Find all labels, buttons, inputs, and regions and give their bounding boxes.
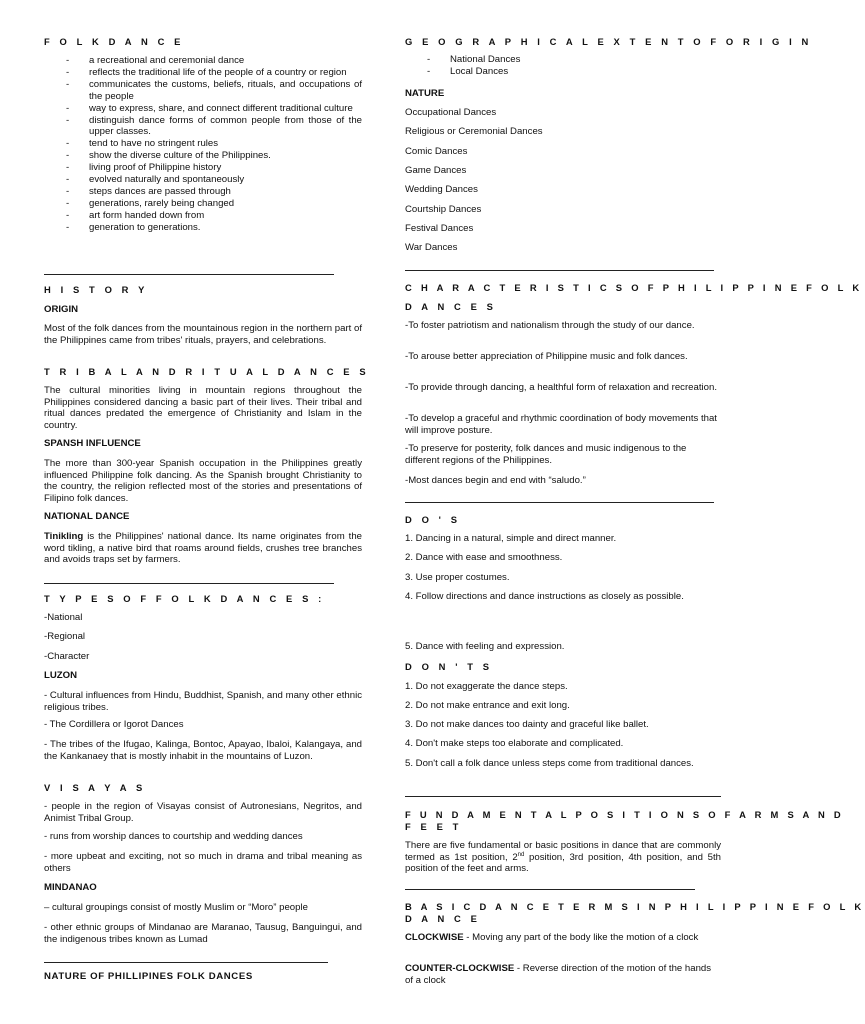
nature-item: Religious or Ceremonial Dances — [405, 126, 543, 137]
nature-item: Comic Dances — [405, 146, 468, 157]
visayas-text-3: - more upbeat and exciting, not so much in drama and tribal meaning as others — [44, 851, 362, 874]
mindanao-text-2: - other ethnic groups of Mindanao are Maranao, Tausug, Banguingui, and the indigenous tribes known as Lumad — [44, 922, 362, 945]
luzon-text-3: - The tribes of the Ifugao, Kalinga, Bontoc, Apayao, Ibaloi, Kalangaya, and the Kankanaey that is mostly inhabit in the mountains of Luzon. — [44, 739, 362, 762]
dos-item: 4. Follow directions and dance instructions as closely as possible. — [405, 591, 684, 602]
fundamental-heading: F U N D A M E N T A L P O S I T I O N S O F A R M S A N D — [405, 809, 844, 820]
characteristic-item: -To arouse better appreciation of Philippine music and folk dances. — [405, 351, 688, 362]
divider — [405, 889, 695, 890]
nature-heading: NATURE — [405, 88, 445, 99]
divider — [405, 502, 714, 503]
tribal-heading: T R I B A L A N D R I T U A L D A N C E S — [44, 366, 370, 377]
origin-heading: ORIGIN — [44, 304, 79, 315]
dos-item: 2. Dance with ease and smoothness. — [405, 552, 563, 563]
terms-heading-cont: D A N C E — [405, 913, 481, 924]
mindanao-heading: MINDANAO — [44, 882, 97, 893]
types-regional: -Regional — [44, 631, 86, 642]
list-item: - steps dances are passed through — [44, 186, 362, 198]
list-item: - distinguish dance forms of common people from those of the upper classes. — [44, 115, 362, 139]
list-item: - generation to generations. — [44, 222, 362, 234]
history-heading: H I S T O R Y — [44, 284, 148, 295]
spanish-heading: SPANSH INFLUENCE — [44, 438, 141, 449]
nature-item: Occupational Dances — [405, 107, 497, 118]
types-heading: T Y P E S O F F O L K D A N C E S : — [44, 593, 325, 604]
donts-item: 1. Do not exaggerate the dance steps. — [405, 681, 568, 692]
list-item: - tend to have no stringent rules — [44, 138, 362, 150]
characteristics-heading-cont: D A N C E S — [405, 301, 497, 312]
national-heading: NATIONAL DANCE — [44, 511, 130, 522]
list-item: - generations, rarely being changed — [44, 198, 362, 210]
dos-heading: D O ' S — [405, 514, 461, 525]
luzon-heading: LUZON — [44, 670, 78, 681]
nature-item: Courtship Dances — [405, 204, 482, 215]
list-item: - evolved naturally and spontaneously — [44, 174, 362, 186]
nature-item: War Dances — [405, 242, 458, 253]
terms-heading: B A S I C D A N C E T E R M S I N P H I L I P P I N E F O L K — [405, 901, 865, 912]
visayas-text-1: - people in the region of Visayas consist of Autronesians, Negritos, and Animist Tribal Group. — [44, 801, 362, 824]
characteristic-item: -To foster patriotism and nationalism through the study of our dance. — [405, 320, 695, 331]
geo-heading: G E O G R A P H I C A L E X T E N T O F O R I G I N — [405, 36, 812, 47]
visayas-text-2: - runs from worship dances to courtship and wedding dances — [44, 831, 303, 842]
nature-item: Festival Dances — [405, 223, 474, 234]
term-clockwise: CLOCKWISE - Moving any part of the body like the motion of a clock — [405, 932, 699, 943]
mindanao-text-1: – cultural groupings consist of mostly Muslim or “Moro” people — [44, 902, 308, 913]
donts-item: 3. Do not make dances too dainty and graceful like ballet. — [405, 719, 649, 730]
tribal-text: The cultural minorities living in mountain regions throughout the Philippines considered dancing a basic part of their lives. Their tribal and ritual dances predated the emergence of Christianity and Islam in the country. — [44, 385, 362, 431]
tinikling-term: Tinikling — [44, 531, 84, 542]
dos-item: 1. Dancing in a natural, simple and direct manner. — [405, 533, 617, 544]
nature-item: Game Dances — [405, 165, 467, 176]
characteristics-heading: C H A R A C T E R I S T I C S O F P H I L I P P I N E F O L K — [405, 282, 863, 293]
list-item: - National Dances — [405, 54, 721, 66]
characteristic-item: -To provide through dancing, a healthful form of relaxation and recreation. — [405, 382, 717, 393]
types-national: -National — [44, 612, 83, 623]
list-item: - communicates the customs, beliefs, rituals, and occupations of the people — [44, 79, 362, 103]
folkdance-heading: F O L K D A N C E — [44, 36, 185, 47]
types-character: -Character — [44, 651, 90, 662]
characteristic-item: -To develop a graceful and rhythmic coordination of body movements that will improve posture. — [405, 413, 717, 436]
donts-heading: D O N ' T S — [405, 661, 493, 672]
list-item: - reflects the traditional life of the people of a country or region — [44, 67, 362, 79]
visayas-heading: V I S A Y A S — [44, 782, 146, 793]
divider — [405, 270, 714, 271]
donts-item: 4. Don't make steps too elaborate and complicated. — [405, 738, 624, 749]
fundamental-text: There are five fundamental or basic positions in dance that are commonly termed as 1st position, 2nd position, 3rd position, 4th position, and 5th position of the feet and arms. — [405, 840, 721, 875]
nature-item: Wedding Dances — [405, 184, 478, 195]
nature-of-dances-heading: NATURE OF PHILLIPINES FOLK DANCES — [44, 971, 253, 982]
luzon-text-2: - The Cordillera or Igorot Dances — [44, 719, 184, 730]
folkdance-list — [44, 55, 362, 234]
list-item: - way to express, share, and connect different traditional culture — [44, 103, 362, 115]
divider — [44, 274, 334, 275]
dos-item: 5. Dance with feeling and expression. — [405, 641, 565, 652]
origin-text: Most of the folk dances from the mountainous region in the northern part of the Philippines came from tribes' rituals, prayers, and celebrations. — [44, 323, 362, 346]
divider — [44, 962, 328, 963]
luzon-text-1: - Cultural influences from Hindu, Buddhist, Spanish, and many other ethnic religious tribes. — [44, 690, 362, 713]
divider — [405, 796, 721, 797]
list-item: - art form handed down from — [44, 210, 362, 222]
list-item: - Local Dances — [405, 66, 721, 78]
geo-list — [405, 54, 721, 78]
divider — [44, 583, 334, 584]
spanish-text: The more than 300-year Spanish occupation in the Philippines greatly influenced Philippine folk dancing. As the Spanish brought Christianity to the country, the religion reflected most of the stories and presentations of Filipino folk dances. — [44, 458, 362, 504]
characteristic-item: -Most dances begin and end with “saludo.” — [405, 475, 586, 486]
list-item: - living proof of Philippine history — [44, 162, 362, 174]
term-counter-clockwise: COUNTER-CLOCKWISE - Reverse direction of the motion of the hands of a clock — [405, 963, 712, 986]
characteristic-item: -To preserve for posterity, folk dances and music indigenous to the different regions of the Philippines. — [405, 443, 687, 466]
list-item: - a recreational and ceremonial dance — [44, 55, 362, 67]
national-text: Tinikling is the Philippines' national dance. Its name originates from the word tikling, a native bird that roams around fields, crushes tree branches and avoids traps set by farmers. — [44, 531, 362, 566]
donts-item: 2. Do not make entrance and exit long. — [405, 700, 570, 711]
donts-item: 5. Don't call a folk dance unless steps come from traditional dances. — [405, 758, 694, 769]
fundamental-heading-cont: F E E T — [405, 821, 462, 832]
dos-item: 3. Use proper costumes. — [405, 572, 510, 583]
list-item: - show the diverse culture of the Philippines. — [44, 150, 362, 162]
